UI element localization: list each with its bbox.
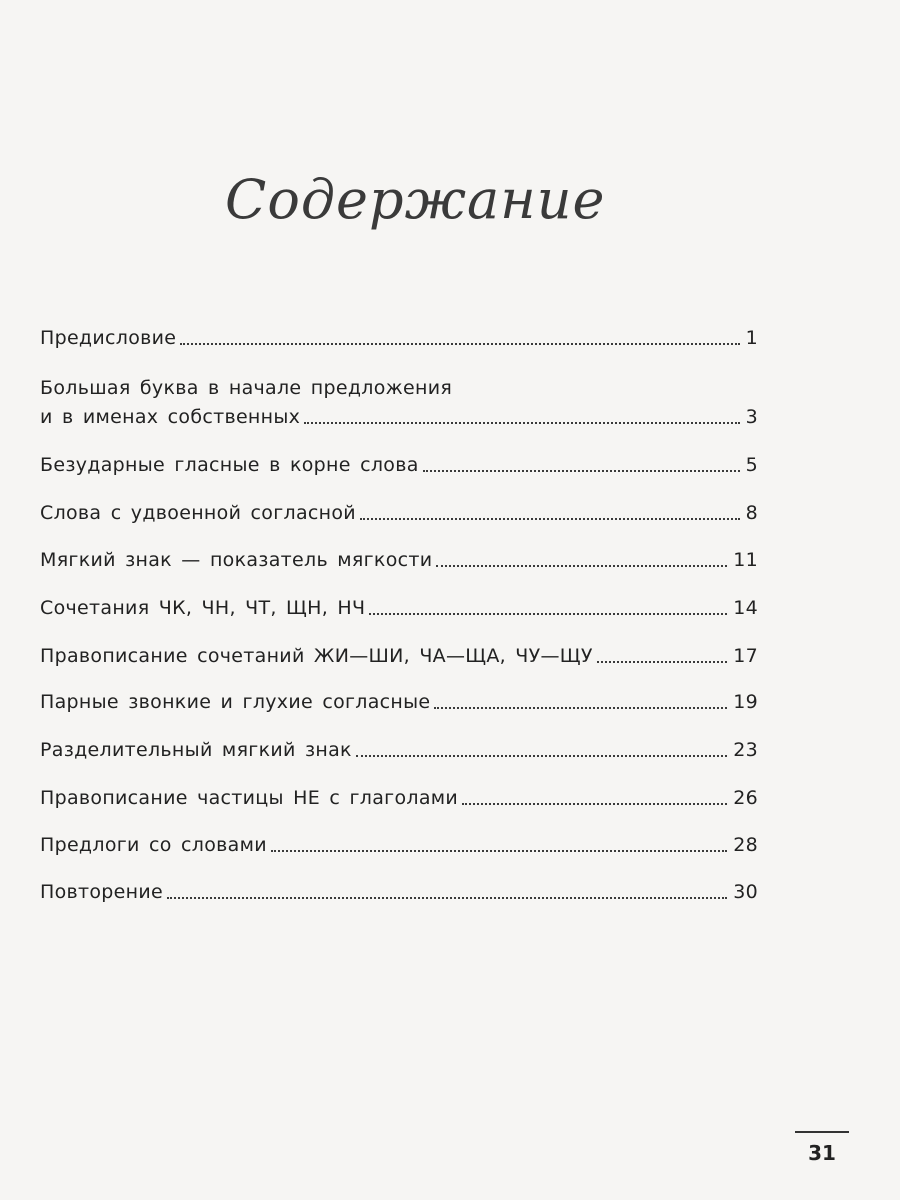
toc-entry-page: 28 [733, 834, 758, 856]
toc-entry-title: Мягкий знак — показатель мягкости [40, 549, 433, 571]
toc-entry-page: 5 [745, 454, 758, 476]
dot-leader [462, 798, 727, 805]
dot-leader [356, 750, 727, 757]
dot-leader [436, 560, 727, 567]
toc-entry [40, 738, 758, 762]
dot-leader [167, 892, 727, 899]
toc-entry [40, 326, 758, 350]
toc-entry-page: 30 [733, 881, 758, 903]
toc-entry-title: Предисловие [40, 327, 177, 349]
dot-leader [180, 338, 739, 345]
toc-entry-title: Парные звонкие и глухие согласные [40, 691, 431, 713]
dot-leader [360, 513, 740, 520]
toc-entry-title-line: Большая буква в начале предложения [40, 377, 453, 399]
toc-entry-page: 8 [745, 502, 758, 524]
toc-entry-page: 11 [733, 549, 758, 571]
toc-entry-title: Слова с удвоенной согласной [40, 502, 356, 524]
toc-entry-title: Сочетания ЧК, ЧН, ЧТ, ЩН, НЧ [40, 597, 366, 619]
page-number: 31 [808, 1141, 836, 1165]
page-title: Содержание [225, 168, 606, 231]
toc-entry-title: Разделительный мягкий знак [40, 739, 352, 761]
toc-entry [40, 596, 758, 620]
toc-entry-title: Правописание частицы НЕ с глаголами [40, 787, 459, 809]
dot-leader [304, 417, 739, 424]
page-number-rule [795, 1131, 849, 1133]
toc-entry [40, 880, 758, 904]
toc-entry [40, 786, 758, 810]
toc-entry-page: 19 [733, 691, 758, 713]
dot-leader [369, 608, 727, 615]
toc-entry [40, 376, 758, 429]
toc-entry [40, 501, 758, 525]
toc-entry [40, 453, 758, 477]
toc-entry-title: Повторение [40, 881, 164, 903]
toc-entry-title: Предлоги со словами [40, 834, 267, 856]
toc-entry-page: 23 [733, 739, 758, 761]
toc-entry-page: 3 [745, 406, 758, 428]
dot-leader [271, 845, 727, 852]
toc-entry [40, 548, 758, 572]
dot-leader [597, 656, 727, 663]
toc-entry-page: 1 [745, 327, 758, 349]
toc-entry [40, 833, 758, 857]
toc-entry-title: Правописание сочетаний ЖИ—ШИ, ЧА—ЩА, ЧУ—ЩУ [40, 645, 593, 667]
toc-entry-title: Безударные гласные в корне слова [40, 454, 419, 476]
toc-entry-page: 17 [733, 645, 758, 667]
toc-entry [40, 644, 758, 668]
toc-entry-title: и в именах собственных [40, 406, 301, 428]
dot-leader [434, 702, 727, 709]
toc-entry-page: 26 [733, 787, 758, 809]
dot-leader [423, 465, 740, 472]
toc-entry [40, 690, 758, 714]
toc-entry-page: 14 [733, 597, 758, 619]
